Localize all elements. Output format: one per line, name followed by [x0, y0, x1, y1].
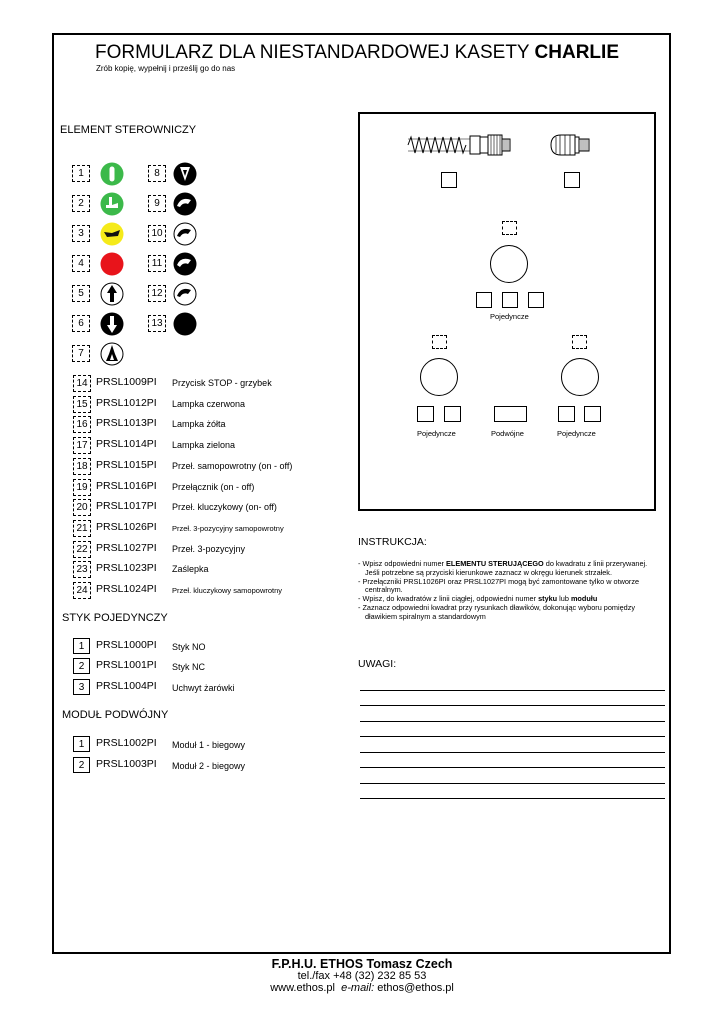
right-single-label: Pojedyncze	[557, 429, 596, 438]
icon-number-box[interactable]: 7	[72, 345, 90, 362]
item-description: Lampka zielona	[172, 440, 236, 450]
item-number-box[interactable]: 19	[73, 479, 91, 496]
key-triangle-icon	[100, 342, 124, 366]
modul-number-box[interactable]: 1	[73, 736, 90, 752]
footer-email-link[interactable]: ethos@ethos.pl	[377, 982, 454, 994]
arrow-down-button-icon	[100, 312, 124, 336]
notes-line[interactable]	[360, 767, 665, 768]
styk-code: PRSL1000PI	[96, 639, 157, 651]
item-code: PRSL1027PI	[96, 542, 157, 554]
center-element-number-box[interactable]	[502, 221, 517, 235]
notes-line[interactable]	[360, 752, 665, 753]
left-element-number-box[interactable]	[432, 335, 447, 349]
rotary-switch-return-icon	[173, 282, 197, 306]
page-title: FORMULARZ DLA NIESTANDARDOWEJ KASETY CHARLIE	[95, 42, 619, 63]
icon-number-box[interactable]: 10	[148, 225, 166, 242]
blank-cap-icon	[173, 312, 197, 336]
item-description: Przeł. 3-pozycyjny samopowrotny	[172, 524, 284, 533]
footer-phone: tel./fax +48 (32) 232 85 53	[297, 970, 427, 982]
modul-description: Moduł 2 - biegowy	[172, 761, 246, 771]
center-hole-circle[interactable]	[490, 245, 528, 283]
item-description: Przeł. kluczykowy (on- off)	[172, 502, 277, 512]
icon-number-box[interactable]: 2	[72, 195, 90, 212]
item-number-box[interactable]: 15	[73, 396, 91, 413]
notes-line[interactable]	[360, 690, 665, 691]
icon-number-box[interactable]: 3	[72, 225, 90, 242]
icon-number-box[interactable]: 12	[148, 285, 166, 302]
green-mushroom-button-icon	[100, 192, 124, 216]
notes-line[interactable]	[360, 736, 665, 737]
standard-gland-checkbox[interactable]	[564, 172, 580, 188]
notes-line[interactable]	[360, 705, 665, 706]
item-description: Lampka czerwona	[172, 399, 246, 409]
styk-description: Styk NC	[172, 662, 206, 672]
section-title-element: ELEMENT STEROWNICZY	[60, 124, 197, 136]
styk-number-box[interactable]: 3	[73, 679, 90, 695]
item-code: PRSL1016PI	[96, 480, 157, 492]
notes-title: UWAGI:	[358, 658, 397, 670]
item-description: Przeł. kluczykowy samopowrotny	[172, 586, 283, 595]
modul-code: PRSL1002PI	[96, 737, 157, 749]
center-contact-box[interactable]	[528, 292, 544, 308]
item-code: PRSL1013PI	[96, 417, 157, 429]
item-number-box[interactable]: 24	[73, 582, 91, 599]
rotary-switch-black-icon	[173, 252, 197, 276]
styk-number-box[interactable]: 2	[73, 658, 90, 674]
spiral-gland-checkbox[interactable]	[441, 172, 457, 188]
icon-number-box[interactable]: 5	[72, 285, 90, 302]
styk-code: PRSL1004PI	[96, 680, 157, 692]
right-contact-box[interactable]	[584, 406, 601, 422]
icon-number-box[interactable]: 1	[72, 165, 90, 182]
spiral-gland-icon	[406, 133, 512, 157]
item-code: PRSL1009PI	[96, 376, 157, 388]
right-element-number-box[interactable]	[572, 335, 587, 349]
item-description: Przycisk STOP - grzybek	[172, 378, 272, 388]
left-hole-circle[interactable]	[420, 358, 458, 396]
double-label: Podwójne	[491, 429, 524, 438]
icon-number-box[interactable]: 9	[148, 195, 166, 212]
double-module-box[interactable]	[494, 406, 527, 422]
item-description: Przeł. 3-pozycyjny	[172, 544, 246, 554]
item-number-box[interactable]: 20	[73, 499, 91, 516]
left-contact-box[interactable]	[444, 406, 461, 422]
item-description: Przełącznik (on - off)	[172, 482, 255, 492]
item-number-box[interactable]: 18	[73, 458, 91, 475]
right-contact-box[interactable]	[558, 406, 575, 422]
styk-code: PRSL1001PI	[96, 659, 157, 671]
icon-number-box[interactable]: 8	[148, 165, 166, 182]
item-description: Zaślepka	[172, 564, 209, 574]
item-number-box[interactable]: 14	[73, 375, 91, 392]
arrow-up-button-icon	[100, 282, 124, 306]
left-single-label: Pojedyncze	[417, 429, 456, 438]
item-number-box[interactable]: 17	[73, 437, 91, 454]
notes-line[interactable]	[360, 721, 665, 722]
instructions-title: INSTRUKCJA:	[358, 536, 427, 548]
center-contact-box[interactable]	[502, 292, 518, 308]
item-number-box[interactable]: 16	[73, 416, 91, 433]
icon-number-box[interactable]: 6	[72, 315, 90, 332]
page-subtitle: Zrób kopię, wypełnij i prześlij go do nas	[96, 64, 236, 73]
key-switch-icon	[173, 162, 197, 186]
red-lamp-icon	[100, 252, 124, 276]
icon-number-box[interactable]: 11	[148, 255, 166, 272]
styk-description: Styk NO	[172, 642, 206, 652]
rotary-switch-icon	[173, 192, 197, 216]
left-contact-box[interactable]	[417, 406, 434, 422]
notes-line[interactable]	[360, 798, 665, 799]
right-hole-circle[interactable]	[561, 358, 599, 396]
icon-number-box[interactable]: 4	[72, 255, 90, 272]
yellow-lamp-icon	[100, 222, 124, 246]
item-number-box[interactable]: 23	[73, 561, 91, 578]
styk-description: Uchwyt żarówki	[172, 683, 235, 693]
styk-number-box[interactable]: 1	[73, 638, 90, 654]
notes-line[interactable]	[360, 783, 665, 784]
footer-contact: www.ethos.pl e-mail: ethos@ethos.pl	[270, 982, 454, 994]
footer-www-link[interactable]: www.ethos.pl	[270, 982, 335, 994]
item-number-box[interactable]: 21	[73, 520, 91, 537]
item-description: Lampka żółta	[172, 419, 226, 429]
icon-number-box[interactable]: 13	[148, 315, 166, 332]
footer-company: F.P.H.U. ETHOS Tomasz Czech	[271, 957, 453, 971]
standard-gland-icon	[547, 133, 595, 157]
item-code: PRSL1023PI	[96, 562, 157, 574]
item-description: Przeł. samopowrotny (on - off)	[172, 461, 293, 471]
modul-description: Moduł 1 - biegowy	[172, 740, 246, 750]
section-title-modul: MODUŁ PODWÓJNY	[62, 709, 169, 721]
item-code: PRSL1024PI	[96, 583, 157, 595]
item-code: PRSL1014PI	[96, 438, 157, 450]
item-code: PRSL1026PI	[96, 521, 157, 533]
instructions-text: - Wpisz odpowiedni numer ELEMENTU STERUJĄCEGO do kwadratu z linii przerywanej. Jeśli potrzebne są przyciski kierunkowe zaznacz w okręgu kierunek strzałek. - Przełączniki PRSL1026PI oraz PRSL1027PI mogą być zamontowane tylko w otworze centralnym. - Wpisz, do kwadratów z linii ciągłej, odpowiedni numer styku lub modułu - Zaznacz odpowiedni kwadrat przy rysunkach dławików, dokonując wyboru pomiędzy dławikiem spiralnym a standardowym	[358, 559, 648, 621]
item-code: PRSL1017PI	[96, 500, 157, 512]
center-contact-box[interactable]	[476, 292, 492, 308]
rotary-switch-outline-icon	[173, 222, 197, 246]
modul-number-box[interactable]: 2	[73, 757, 90, 773]
green-button-icon	[100, 162, 124, 186]
item-code: PRSL1012PI	[96, 397, 157, 409]
modul-code: PRSL1003PI	[96, 758, 157, 770]
item-number-box[interactable]: 22	[73, 541, 91, 558]
section-title-styk: STYK POJEDYNCZY	[62, 612, 168, 624]
item-code: PRSL1015PI	[96, 459, 157, 471]
center-single-label: Pojedyncze	[490, 312, 529, 321]
